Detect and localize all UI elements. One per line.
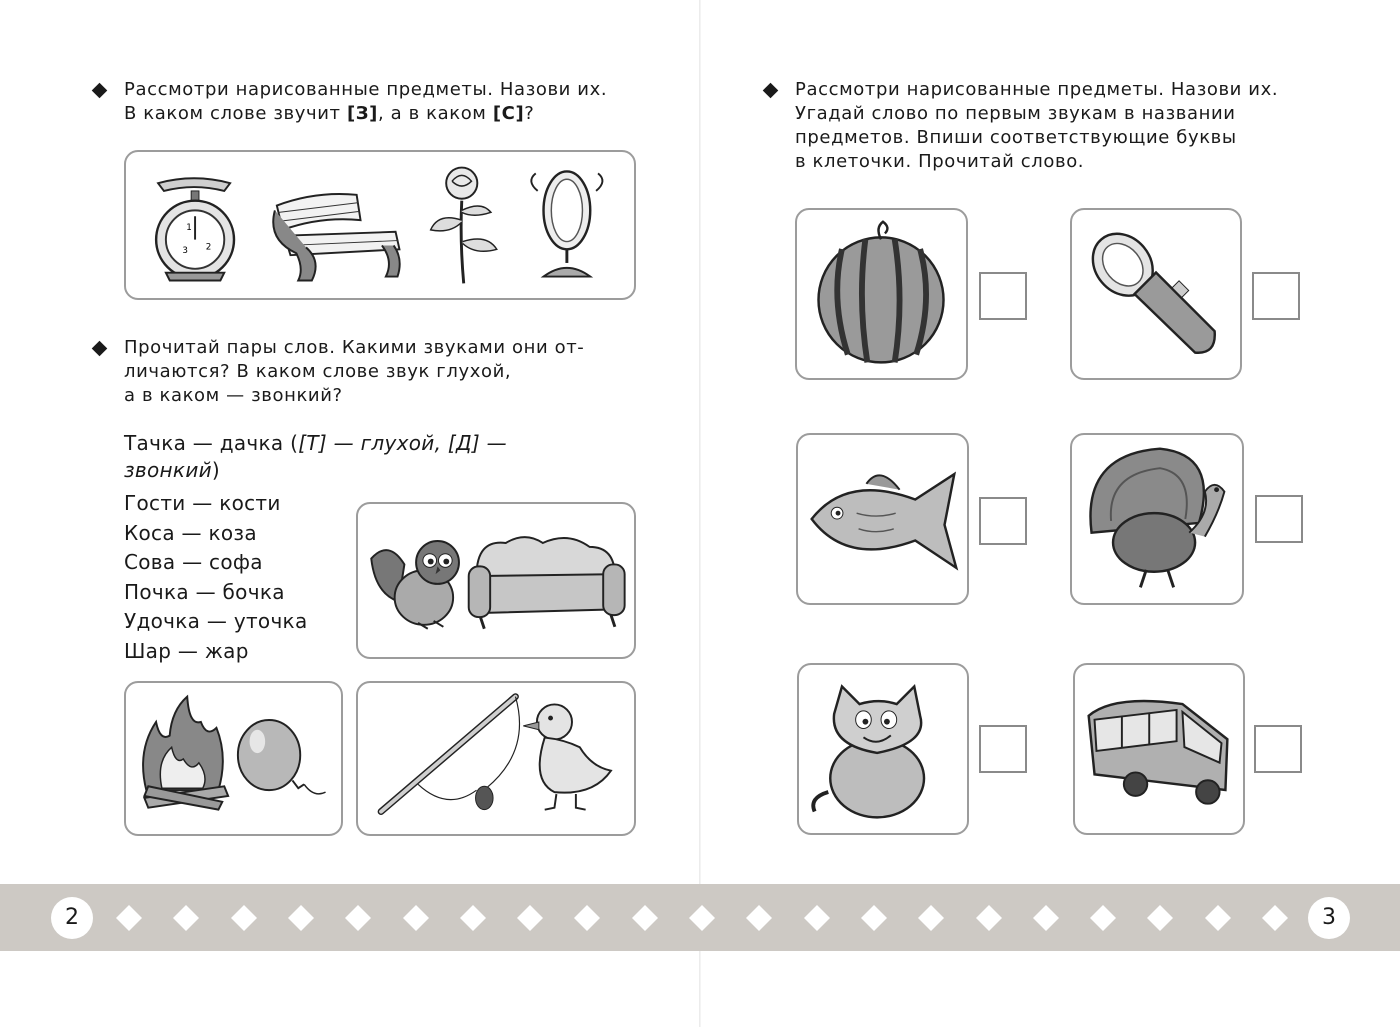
- diamond-icon: [976, 905, 1002, 931]
- svg-text:3: 3: [182, 246, 188, 257]
- flashlight-picture: [1072, 210, 1240, 378]
- task2-instruction: [124, 336, 584, 408]
- flashlight-icon: [1080, 222, 1214, 353]
- bus-icon: [1089, 701, 1228, 804]
- watermelon-picture: [797, 210, 966, 378]
- svg-text:1: 1: [186, 222, 192, 233]
- sound-z: [З]: [346, 103, 378, 124]
- diamond-icon: [1033, 905, 1059, 931]
- rod-duckling-frame: [356, 681, 636, 836]
- diamond-icon: [1205, 905, 1231, 931]
- task1-line1: Рассмотри нарисованные предметы. Назови их.: [124, 79, 608, 100]
- diamond-icon: [804, 905, 830, 931]
- fishing-rod-icon: [381, 697, 519, 812]
- owl-sofa-pictures: [358, 504, 634, 657]
- task3-line4: в клеточки. Прочитай слово.: [795, 151, 1085, 172]
- turkey-icon: [1090, 449, 1224, 588]
- diamond-icon: [918, 905, 944, 931]
- rose-icon: [431, 168, 497, 284]
- duckling-icon: [523, 704, 611, 809]
- task2-line3: а в каком — звонкий?: [124, 385, 343, 406]
- diamond-icon: [403, 905, 429, 931]
- example-note-2: звонкий: [124, 458, 212, 482]
- task-bullet-icon: [763, 83, 779, 99]
- task1-instruction: [124, 78, 607, 126]
- example-note: [Т] — глухой, [Д] —: [298, 431, 507, 455]
- word-pair: Шар — жар: [124, 638, 249, 663]
- mirror-icon: [531, 171, 602, 276]
- cat-picture: [799, 665, 967, 833]
- diamond-icon: [231, 905, 257, 931]
- diamond-icon: [746, 905, 772, 931]
- fire-balloon-frame: [124, 681, 343, 836]
- bench-icon: [273, 194, 399, 280]
- cat-frame: [797, 663, 969, 835]
- sofa-icon: [469, 537, 625, 629]
- flashlight-frame: [1070, 208, 1242, 380]
- fish-icon: [812, 474, 957, 568]
- word-pair: Удочка — уточка: [124, 609, 308, 634]
- task2-line2: личаются? В каком слове звук глухой,: [124, 361, 512, 382]
- owl-sofa-frame: [356, 502, 636, 659]
- task3-line3: предметов. Впиши соответствующие буквы: [795, 127, 1237, 148]
- task2-line1: Прочитай пары слов. Какими звуками они от-: [124, 337, 585, 358]
- watermelon-icon: [819, 222, 944, 363]
- diamond-icon: [288, 905, 314, 931]
- letter-cell-3[interactable]: [979, 497, 1027, 545]
- bus-frame: [1073, 663, 1245, 835]
- fish-picture: [798, 435, 967, 603]
- letter-cell-2[interactable]: [1252, 272, 1300, 320]
- word-pair: Коса — коза: [124, 520, 257, 545]
- fire-icon: [143, 697, 228, 810]
- example-close: ): [211, 458, 221, 482]
- diamond-icon: [861, 905, 887, 931]
- turkey-frame: [1070, 433, 1244, 605]
- page-number-left: 2: [51, 897, 93, 939]
- task-bullet-icon: [92, 341, 108, 357]
- diamond-icon: [689, 905, 715, 931]
- diamond-icon: [460, 905, 486, 931]
- task1-line2b: , а в каком: [378, 103, 493, 124]
- task3-instruction: [795, 78, 1278, 174]
- diamond-icon: [574, 905, 600, 931]
- diamond-icon: [345, 905, 371, 931]
- diamond-icon: [517, 905, 543, 931]
- diamond-icon: [1090, 905, 1116, 931]
- page-spine: [699, 0, 701, 1027]
- word-pair: Почка — бочка: [124, 579, 285, 604]
- task3-line2: Угадай слово по первым звукам в названии: [795, 103, 1236, 124]
- diamond-icon: [1147, 905, 1173, 931]
- task3-line1: Рассмотри нарисованные предметы. Назови их.: [795, 79, 1279, 100]
- task1-line2c: ?: [524, 103, 535, 124]
- rod-duckling-pictures: [358, 683, 634, 834]
- diamond-icon: [1262, 905, 1288, 931]
- fire-balloon-pictures: [126, 683, 341, 834]
- letter-cell-5[interactable]: [979, 725, 1027, 773]
- sound-s: [С]: [492, 103, 525, 124]
- owl-icon: [371, 541, 459, 629]
- bus-picture: [1075, 665, 1243, 833]
- cat-icon: [813, 686, 924, 817]
- task1-pictures: [126, 152, 634, 298]
- watermelon-frame: [795, 208, 968, 380]
- turkey-picture: [1072, 435, 1242, 603]
- diamond-icon: [632, 905, 658, 931]
- diamond-icon: [173, 905, 199, 931]
- svg-text:2: 2: [205, 242, 212, 253]
- fish-frame: [796, 433, 969, 605]
- diamond-icon: [116, 905, 142, 931]
- word-pairs-list: [124, 489, 308, 667]
- page-number-right: 3: [1308, 897, 1350, 939]
- scales-icon: [156, 178, 234, 280]
- letter-cell-1[interactable]: [979, 272, 1027, 320]
- word-pair: Сова — софа: [124, 550, 263, 575]
- task-bullet-icon: [92, 83, 108, 99]
- example-pair: [124, 430, 594, 484]
- letter-cell-4[interactable]: [1255, 495, 1303, 543]
- word-pair: Гости — кости: [124, 491, 281, 515]
- task1-line2a: В каком слове звучит: [124, 103, 347, 124]
- example-words: Тачка — дачка (: [124, 431, 299, 455]
- task1-picture-frame: [124, 150, 636, 300]
- letter-cell-6[interactable]: [1254, 725, 1302, 773]
- balloon-icon: [238, 720, 326, 794]
